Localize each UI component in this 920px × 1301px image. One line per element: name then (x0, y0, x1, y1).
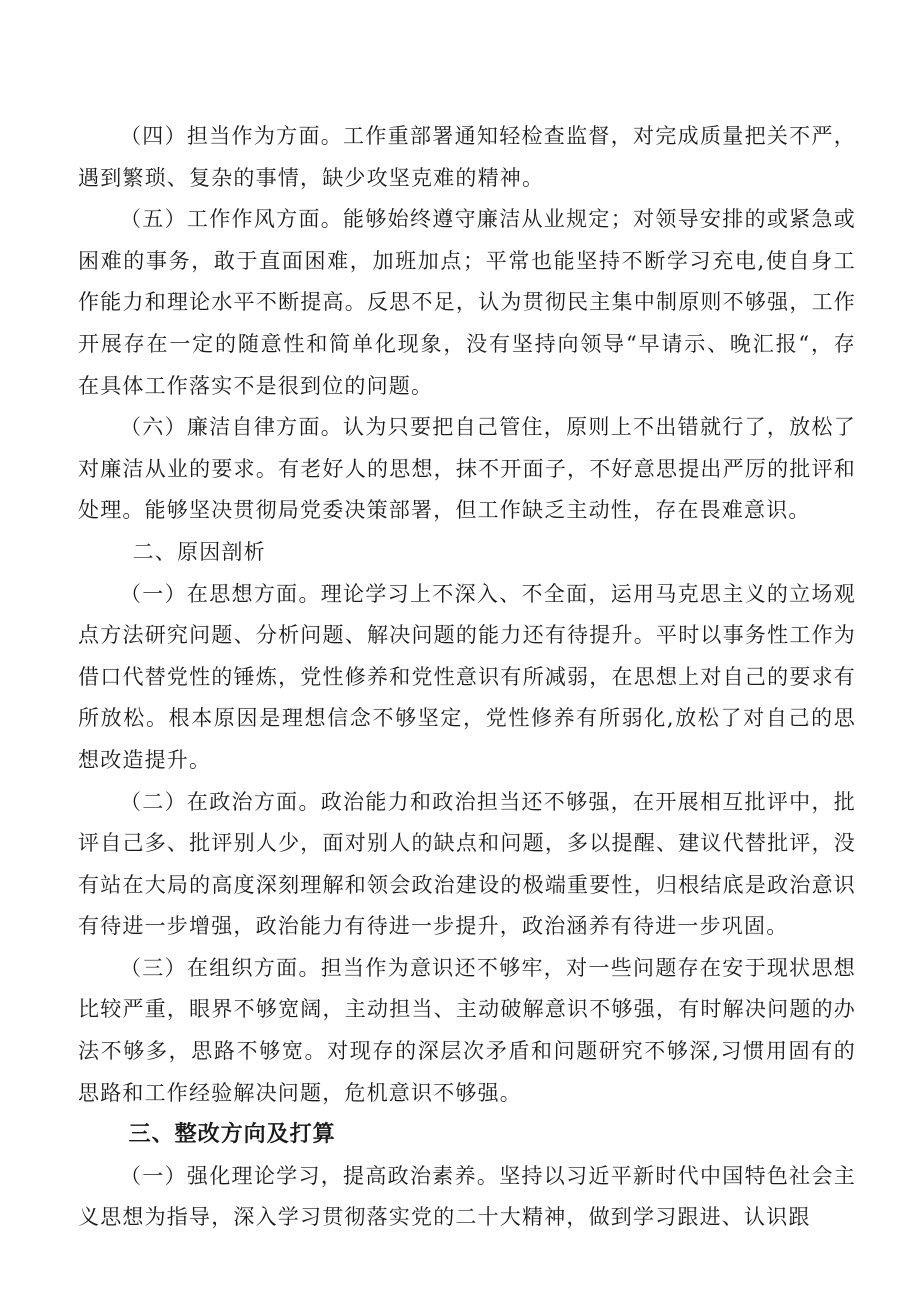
document-body (78, 116, 856, 1239)
paragraph-integrity: （六）廉洁自律方面。认为只要把自己管住，原则上不出错就行了，放松了对廉洁从业的要求。有老好人的思想，抹不开面子，不好意思提出严厉的批评和处理。能够坚决贯彻局党委决策部署，但工作缺乏主动性，存在畏难意识。 (78, 415, 856, 523)
paragraph-responsibility: （四）担当作为方面。工作重部署通知轻检查监督，对完成质量把关不严，遇到繁琐、复杂的事情，缺少攻坚克难的精神。 (78, 124, 856, 190)
paragraph-theory-study: （一）强化理论学习，提高政治素养。坚持以习近平新时代中国特色社会主义思想为指导，深入学习贯彻落实党的二十大精神，做到学习跟进、认识跟 (78, 1163, 856, 1230)
paragraph-politics: （二）在政治方面。政治能力和政治担当还不够强，在开展相互批评中，批评自己多、批评别人少，面对别人的缺点和问题，多以提醒、建议代替批评，没有站在大局的高度深刻理解和领会政治建设的极端重要性，归根结底是政治意识有待进一步增强，政治能力有待进一步提升，政治涵养有待进一步巩固。 (78, 789, 856, 939)
section-heading-cause-analysis: 二、原因剖析 (132, 539, 266, 564)
paragraph-ideology: （一）在思想方面。理论学习上不深入、不全面，运用马克思主义的立场观点方法研究问题、分析问题、解决问题的能力还有待提升。平时以事务性工作为借口代替党性的锤炼，党性修养和党性意识有所减弱，在思想上对自己的要求有所放松。根本原因是理想信念不够坚定，党性修养有所弱化,放松了对自己的思想改造提升。 (78, 581, 856, 772)
section-heading-rectification: 三、整改方向及打算 (128, 1122, 336, 1148)
paragraph-work-style: （五）工作作风方面。能够始终遵守廉洁从业规定；对领导安排的或紧急或困难的事务，敢于直面困难，加班加点；平常也能坚持不断学习充电,使自身工作能力和理论水平不断提高。反思不足，认为贯彻民主集中制原则不够强，工作开展存在一定的随意性和简单化现象，没有坚持向领导“早请示、晚汇报“，存在具体工作落实不是很到位的问题。 (78, 207, 856, 398)
paragraph-organization: （三）在组织方面。担当作为意识还不够牢，对一些问题存在安于现状思想比较严重，眼界不够宽阔，主动担当、主动破解意识不够强，有时解决问题的办法不够多，思路不够宽。对现存的深层次矛盾和问题研究不够深,习惯用固有的思路和工作经验解决问题，危机意识不够强。 (78, 955, 856, 1105)
